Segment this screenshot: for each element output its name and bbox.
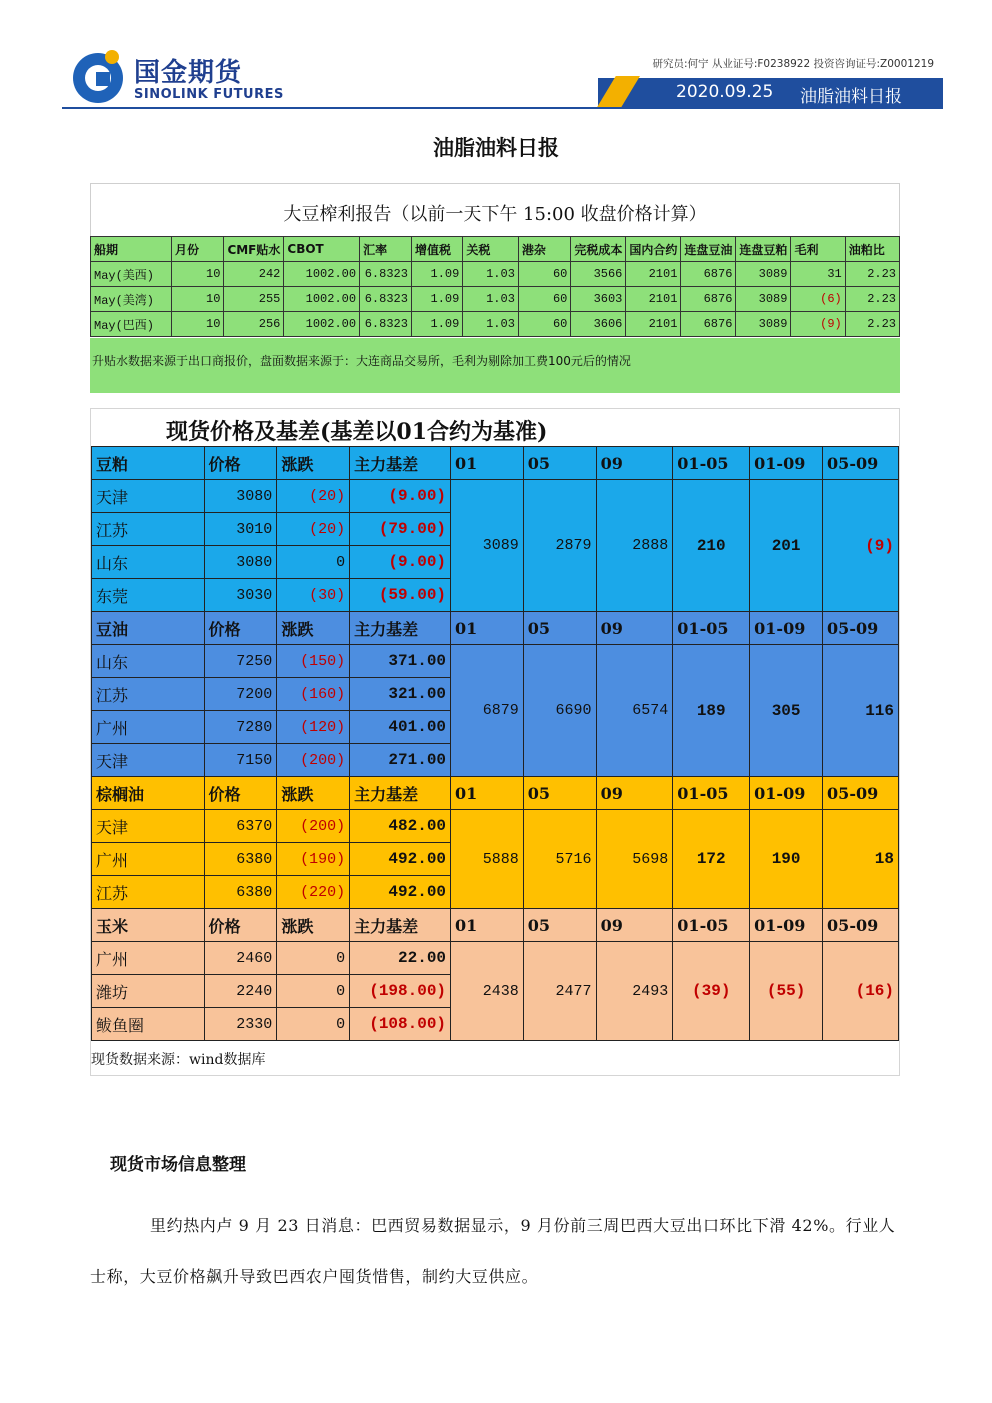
spread-cell: 172 xyxy=(673,810,750,909)
table-cell: 1.09 xyxy=(411,262,462,287)
change-cell: (120) xyxy=(277,711,350,744)
contract-price-cell: 2438 xyxy=(451,942,524,1041)
table-cell: 255 xyxy=(224,287,284,312)
basis-cell: (59.00) xyxy=(350,579,451,612)
table-row xyxy=(91,287,900,312)
contract-price-cell: 2888 xyxy=(596,480,673,612)
table-cell: 6.8323 xyxy=(360,287,412,312)
column-header: 05-09 xyxy=(823,777,899,810)
column-header: 关税 xyxy=(463,237,519,262)
change-cell: (150) xyxy=(277,645,350,678)
change-cell: 0 xyxy=(277,975,350,1008)
change-cell: (200) xyxy=(277,744,350,777)
spread-cell: 189 xyxy=(673,645,750,777)
group-header-row xyxy=(92,777,899,810)
basis-cell: 371.00 xyxy=(350,645,451,678)
soy-crush-report xyxy=(90,183,900,393)
column-header: CBOT xyxy=(284,237,360,262)
spot-data-source: 现货数据来源：wind数据库 xyxy=(91,1052,266,1068)
column-header: 05-09 xyxy=(823,447,899,480)
column-header: 主力基差 xyxy=(350,909,451,942)
city-cell: 潍坊 xyxy=(92,975,205,1008)
column-header: 01 xyxy=(451,909,524,942)
table-cell: 10 xyxy=(171,312,223,337)
contract-price-cell: 2493 xyxy=(596,942,673,1041)
change-cell: (200) xyxy=(277,810,350,843)
city-cell: 江苏 xyxy=(92,678,205,711)
table-row xyxy=(92,480,899,513)
crush-header-row xyxy=(91,237,900,262)
column-header: 价格 xyxy=(204,612,277,645)
contract-price-cell: 6690 xyxy=(523,645,596,777)
column-header: 01-05 xyxy=(673,447,750,480)
column-header: 船期 xyxy=(91,237,172,262)
city-cell: 广州 xyxy=(92,711,205,744)
page-title: 油脂油料日报 xyxy=(433,136,559,160)
commodity-name: 豆粕 xyxy=(92,447,205,480)
column-header: 01-05 xyxy=(673,612,750,645)
column-header: 价格 xyxy=(204,909,277,942)
table-cell: 1002.00 xyxy=(284,262,360,287)
spread-cell: 18 xyxy=(823,810,899,909)
column-header: 连盘豆粕 xyxy=(736,237,791,262)
column-header: 增值税 xyxy=(411,237,462,262)
table-cell: (9) xyxy=(791,312,845,337)
table-row xyxy=(92,810,899,843)
crush-title: 大豆榨利报告（以前一天下午 15:00 收盘价格计算） xyxy=(283,204,707,225)
market-info-paragraph: 里约热内卢 9 月 23 日消息：巴西贸易数据显示，9 月份前三周巴西大豆出口环比下滑 42%。行业人士称，大豆价格飙升导致巴西农户囤货惜售，制约大豆供应。 xyxy=(90,1216,896,1286)
basis-cell: 482.00 xyxy=(350,810,451,843)
column-header: 01-09 xyxy=(750,447,823,480)
city-cell: 江苏 xyxy=(92,513,205,546)
market-info-title: 现货市场信息整理 xyxy=(110,1155,246,1175)
spot-basis-panel xyxy=(90,408,900,1076)
city-cell: 天津 xyxy=(92,744,205,777)
crush-data-note: 升贴水数据来源于出口商报价，盘面数据来源于：大连商品交易所，毛利为剔除加工费100元后的情况 xyxy=(90,338,900,393)
contract-price-cell: 2879 xyxy=(523,480,596,612)
basis-cell: 401.00 xyxy=(350,711,451,744)
column-header: 05 xyxy=(523,447,596,480)
spot-basis-table xyxy=(91,446,899,1041)
column-header: 05 xyxy=(523,612,596,645)
analyst-credentials: 研究员:何宁 从业证号:F0238922 投资咨询证号:Z0001219 xyxy=(652,58,934,70)
change-cell: 0 xyxy=(277,942,350,975)
table-cell: 2101 xyxy=(626,287,681,312)
price-cell: 7150 xyxy=(204,744,277,777)
column-header: 港杂 xyxy=(518,237,570,262)
table-cell: 60 xyxy=(518,287,570,312)
spread-cell: (39) xyxy=(673,942,750,1041)
contract-price-cell: 5716 xyxy=(523,810,596,909)
spread-cell: 190 xyxy=(750,810,823,909)
spread-cell: 201 xyxy=(750,480,823,612)
basis-cell: (79.00) xyxy=(350,513,451,546)
price-cell: 7200 xyxy=(204,678,277,711)
price-cell: 6380 xyxy=(204,843,277,876)
column-header: 完税成本 xyxy=(571,237,626,262)
table-cell: 10 xyxy=(171,262,223,287)
table-cell: 31 xyxy=(791,262,845,287)
column-header: 05 xyxy=(523,909,596,942)
table-cell: 1002.00 xyxy=(284,287,360,312)
table-cell: 1.03 xyxy=(463,262,519,287)
crush-table xyxy=(90,236,900,337)
table-cell: 1.09 xyxy=(411,312,462,337)
column-header: 涨跌 xyxy=(277,612,350,645)
table-cell: 2.23 xyxy=(845,312,899,337)
column-header: 主力基差 xyxy=(350,612,451,645)
column-header: 05-09 xyxy=(823,612,899,645)
city-cell: 江苏 xyxy=(92,876,205,909)
price-cell: 2240 xyxy=(204,975,277,1008)
price-cell: 7250 xyxy=(204,645,277,678)
basis-cell: 492.00 xyxy=(350,876,451,909)
column-header: 涨跌 xyxy=(277,909,350,942)
table-cell: 1.09 xyxy=(411,287,462,312)
basis-cell: 492.00 xyxy=(350,843,451,876)
basis-cell: (9.00) xyxy=(350,480,451,513)
price-cell: 3010 xyxy=(204,513,277,546)
commodity-name: 棕榈油 xyxy=(92,777,205,810)
table-cell: 2101 xyxy=(626,312,681,337)
spot-title: 现货价格及基差(基差以01合约为基准) xyxy=(166,419,548,445)
column-header: 油粕比 xyxy=(845,237,899,262)
basis-cell: (108.00) xyxy=(350,1008,451,1041)
table-cell: 6.8323 xyxy=(360,312,412,337)
spread-cell: 116 xyxy=(823,645,899,777)
basis-cell: (9.00) xyxy=(350,546,451,579)
table-cell: 10 xyxy=(171,287,223,312)
city-cell: 广州 xyxy=(92,942,205,975)
column-header: 毛利 xyxy=(791,237,845,262)
table-cell: 3566 xyxy=(571,262,626,287)
brand-name-cn: 国金期货 xyxy=(134,58,243,88)
column-header: 01 xyxy=(451,777,524,810)
column-header: 月份 xyxy=(171,237,223,262)
change-cell: (20) xyxy=(277,513,350,546)
contract-price-cell: 5888 xyxy=(451,810,524,909)
city-cell: 广州 xyxy=(92,843,205,876)
column-header: CMF贴水 xyxy=(224,237,284,262)
table-cell: 3603 xyxy=(571,287,626,312)
table-cell: (6) xyxy=(791,287,845,312)
basis-cell: (198.00) xyxy=(350,975,451,1008)
contract-price-cell: 5698 xyxy=(596,810,673,909)
change-cell: (190) xyxy=(277,843,350,876)
report-date: 2020.09.25 xyxy=(676,82,774,102)
city-cell: 东莞 xyxy=(92,579,205,612)
brand-name-en: SINOLINK FUTURES xyxy=(134,87,284,102)
column-header: 涨跌 xyxy=(277,447,350,480)
column-header: 01-09 xyxy=(750,612,823,645)
city-cell: 山东 xyxy=(92,645,205,678)
column-header: 01-05 xyxy=(673,777,750,810)
price-cell: 2460 xyxy=(204,942,277,975)
table-cell: 242 xyxy=(224,262,284,287)
price-cell: 3080 xyxy=(204,546,277,579)
commodity-name: 豆油 xyxy=(92,612,205,645)
column-header: 01-05 xyxy=(673,909,750,942)
price-cell: 2330 xyxy=(204,1008,277,1041)
group-header-row xyxy=(92,612,899,645)
commodity-name: 玉米 xyxy=(92,909,205,942)
spread-cell: (9) xyxy=(823,480,899,612)
table-row xyxy=(91,312,900,337)
banner-report-name: 油脂油料日报 xyxy=(800,87,902,107)
crush-title-box xyxy=(90,183,900,236)
contract-price-cell: 2477 xyxy=(523,942,596,1041)
price-cell: 3080 xyxy=(204,480,277,513)
city-cell: 天津 xyxy=(92,480,205,513)
contract-price-cell: 6879 xyxy=(451,645,524,777)
table-cell: 3089 xyxy=(736,287,791,312)
table-cell: 3089 xyxy=(736,312,791,337)
header-divider xyxy=(62,107,943,109)
spread-cell: 305 xyxy=(750,645,823,777)
table-cell: 60 xyxy=(518,312,570,337)
spread-cell: 210 xyxy=(673,480,750,612)
column-header: 09 xyxy=(596,777,673,810)
column-header: 价格 xyxy=(204,777,277,810)
change-cell: 0 xyxy=(277,546,350,579)
spread-cell: (55) xyxy=(750,942,823,1041)
price-cell: 6380 xyxy=(204,876,277,909)
table-cell: 1.03 xyxy=(463,312,519,337)
column-header: 01-09 xyxy=(750,909,823,942)
table-cell: 256 xyxy=(224,312,284,337)
table-cell: 3089 xyxy=(736,262,791,287)
table-cell: 6.8323 xyxy=(360,262,412,287)
group-header-row xyxy=(92,909,899,942)
basis-cell: 321.00 xyxy=(350,678,451,711)
basis-cell: 22.00 xyxy=(350,942,451,975)
column-header: 价格 xyxy=(204,447,277,480)
table-cell: 1.03 xyxy=(463,287,519,312)
price-cell: 6370 xyxy=(204,810,277,843)
table-cell: 6876 xyxy=(681,312,736,337)
change-cell: (20) xyxy=(277,480,350,513)
column-header: 01 xyxy=(451,447,524,480)
table-cell: 6876 xyxy=(681,287,736,312)
column-header: 09 xyxy=(596,612,673,645)
column-header: 09 xyxy=(596,909,673,942)
table-cell: May(巴西) xyxy=(91,312,172,337)
column-header: 国内合约 xyxy=(626,237,681,262)
column-header: 汇率 xyxy=(360,237,412,262)
city-cell: 天津 xyxy=(92,810,205,843)
column-header: 主力基差 xyxy=(350,447,451,480)
column-header: 01-09 xyxy=(750,777,823,810)
column-header: 05 xyxy=(523,777,596,810)
table-cell: 60 xyxy=(518,262,570,287)
change-cell: 0 xyxy=(277,1008,350,1041)
table-row xyxy=(92,942,899,975)
city-cell: 山东 xyxy=(92,546,205,579)
spread-cell: (16) xyxy=(823,942,899,1041)
price-cell: 3030 xyxy=(204,579,277,612)
table-cell: 2.23 xyxy=(845,287,899,312)
column-header: 05-09 xyxy=(823,909,899,942)
table-cell: 1002.00 xyxy=(284,312,360,337)
table-cell: 2.23 xyxy=(845,262,899,287)
sinolink-logo-icon xyxy=(70,48,126,104)
column-header: 主力基差 xyxy=(350,777,451,810)
table-cell: May(美湾) xyxy=(91,287,172,312)
table-row xyxy=(92,645,899,678)
table-cell: 3606 xyxy=(571,312,626,337)
group-header-row xyxy=(92,447,899,480)
city-cell: 鲅鱼圈 xyxy=(92,1008,205,1041)
table-cell: 2101 xyxy=(626,262,681,287)
column-header: 连盘豆油 xyxy=(681,237,736,262)
contract-price-cell: 3089 xyxy=(451,480,524,612)
table-cell: 6876 xyxy=(681,262,736,287)
column-header: 09 xyxy=(596,447,673,480)
basis-cell: 271.00 xyxy=(350,744,451,777)
change-cell: (220) xyxy=(277,876,350,909)
column-header: 涨跌 xyxy=(277,777,350,810)
change-cell: (30) xyxy=(277,579,350,612)
column-header: 01 xyxy=(451,612,524,645)
contract-price-cell: 6574 xyxy=(596,645,673,777)
table-cell: May(美西) xyxy=(91,262,172,287)
table-row xyxy=(91,262,900,287)
change-cell: (160) xyxy=(277,678,350,711)
price-cell: 7280 xyxy=(204,711,277,744)
